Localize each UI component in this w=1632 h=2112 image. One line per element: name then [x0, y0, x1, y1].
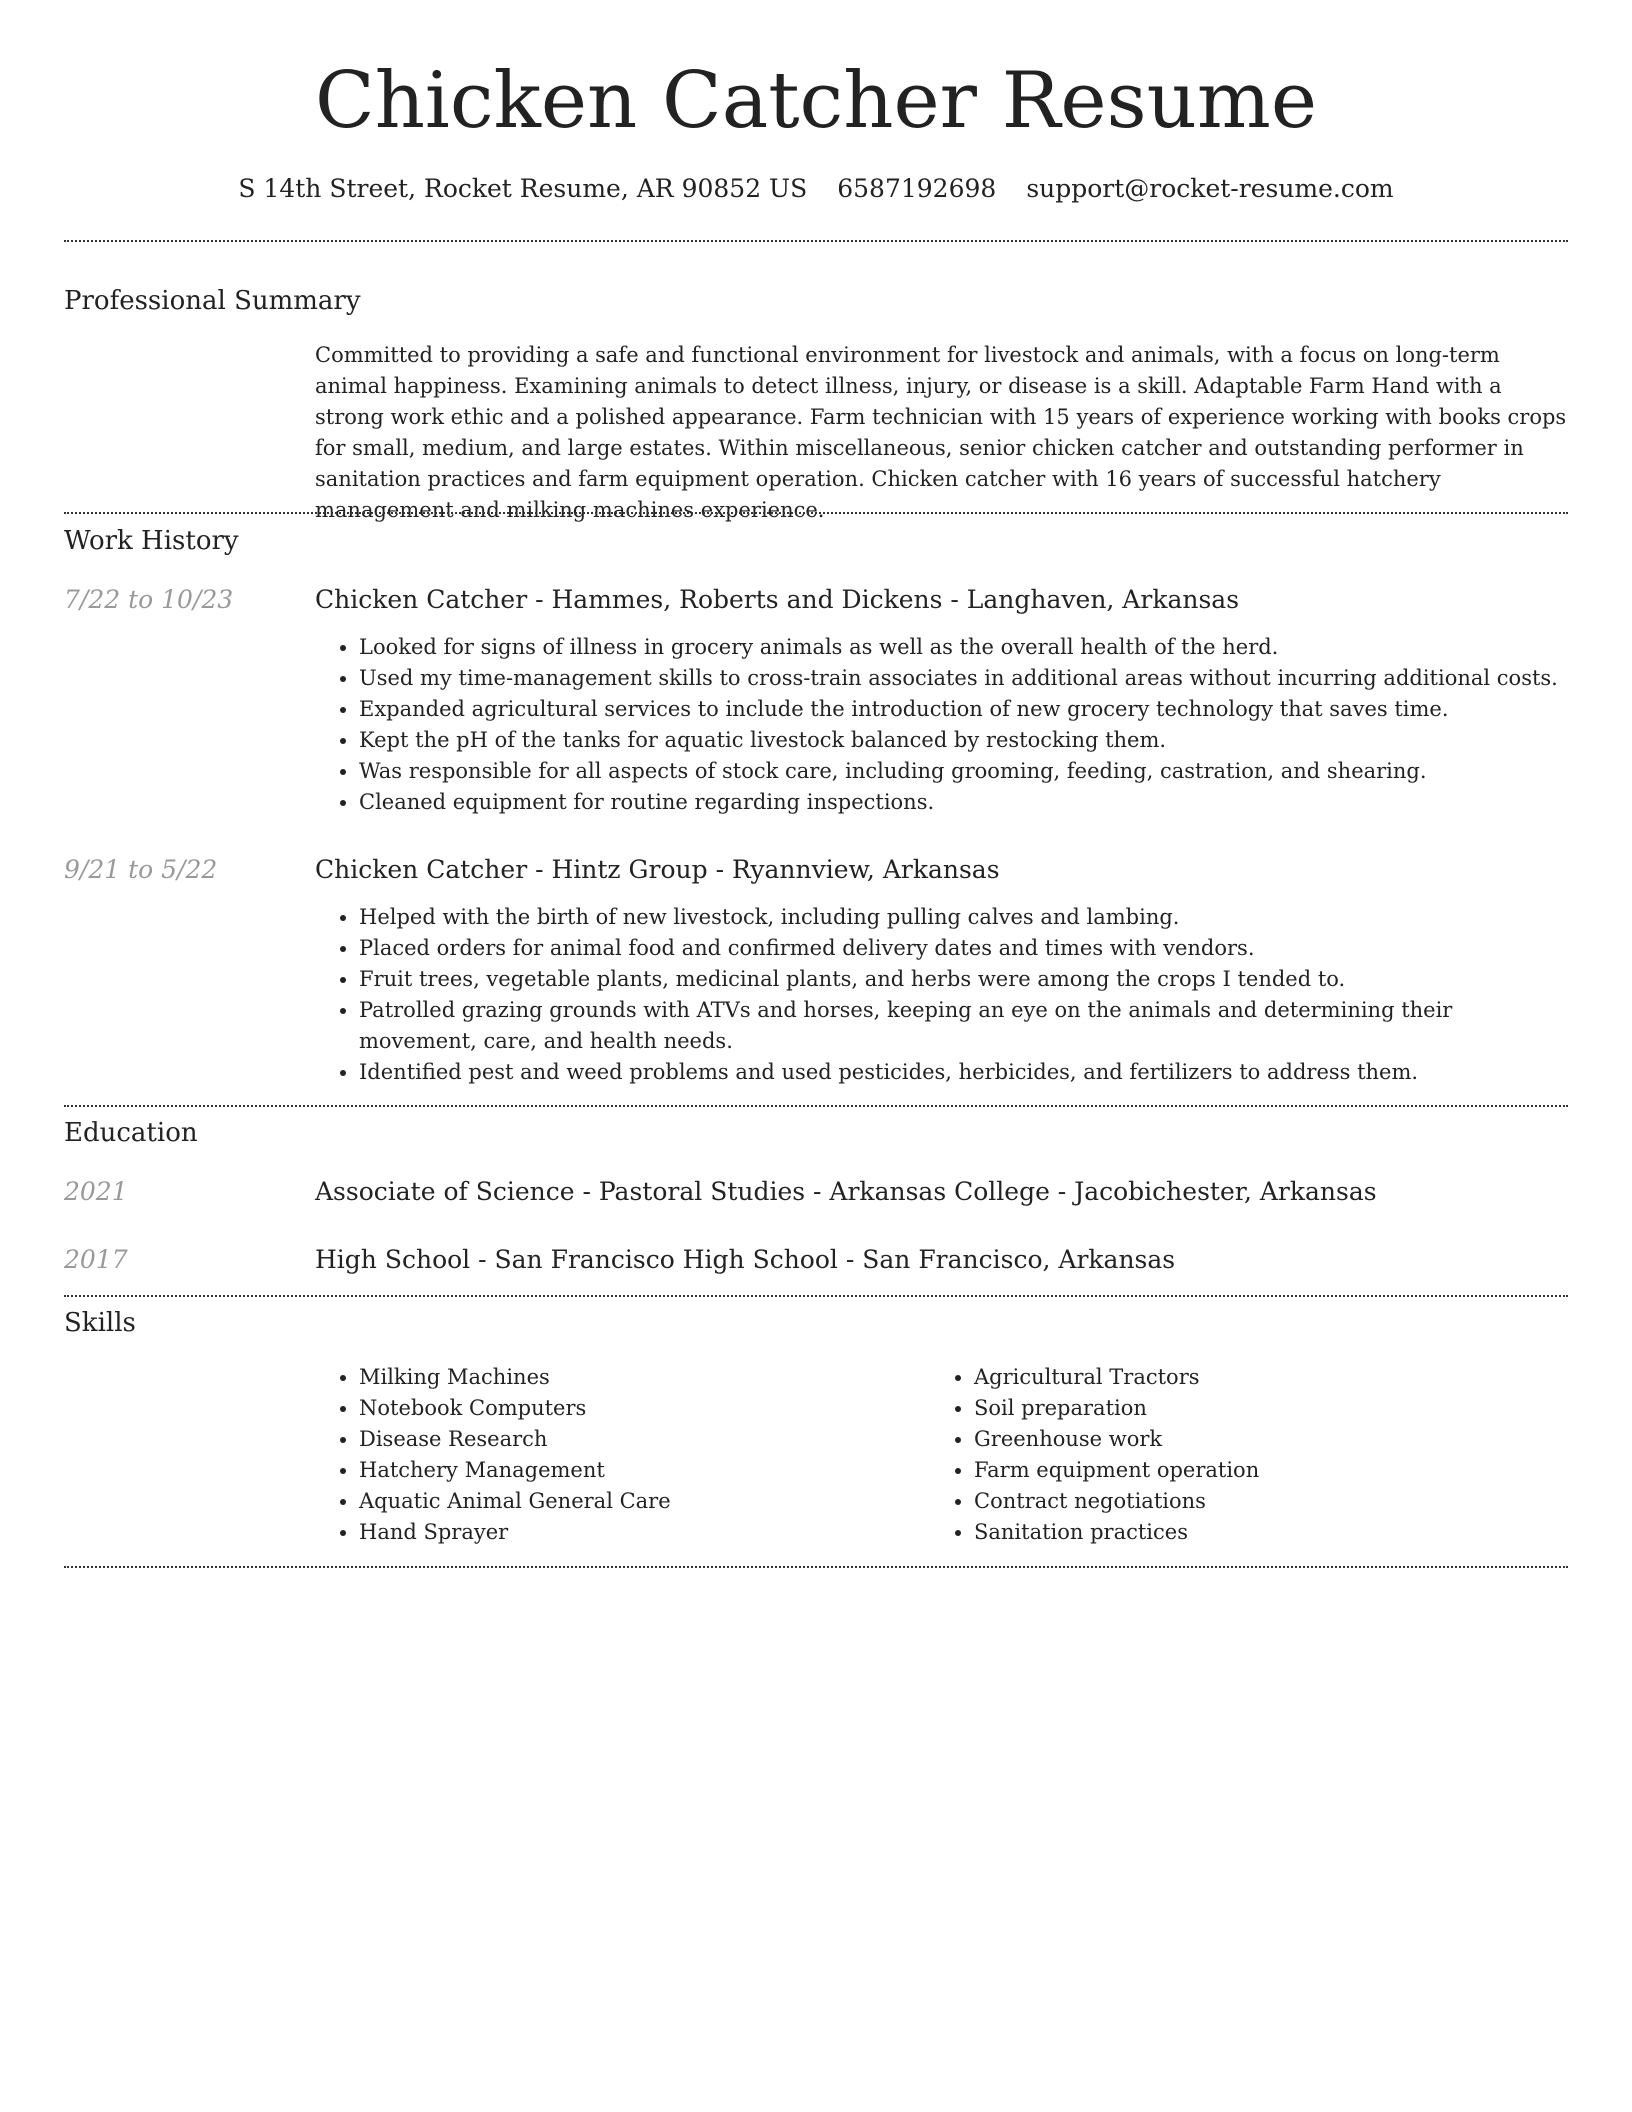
skills-list-right: [930, 1362, 1530, 1548]
skill-item: • Greenhouse work: [974, 1424, 1530, 1455]
skill-item: • Agricultural Tractors: [974, 1362, 1530, 1393]
summary-heading: Professional Summary: [64, 286, 361, 316]
skill-item: • Soil preparation: [974, 1393, 1530, 1424]
job-bullet: • Fruit trees, vegetable plants, medicinal plants, and herbs were among the crops I tended to.: [359, 964, 1568, 995]
summary-text: Committed to providing a safe and functional environment for livestock and animals, with a focus on long-term animal happiness. Examining animals to detect illness, injury, or disease is a skill. Adaptable Farm Hand with a strong work ethic and a polished appearance. Farm technician with 15 years of experience working with books crops for small, medium, and large estates. Within miscellaneous, senior chicken catcher and outstanding performer in sanitation practices and farm equipment operation. Chicken catcher with 16 years of successful hatchery management and milking machines experience.: [315, 343, 1567, 522]
education-divider: [64, 1295, 1568, 1297]
skill-item: • Disease Research: [359, 1424, 915, 1455]
skill-item: • Contract negotiations: [974, 1486, 1530, 1517]
job-title: Chicken Catcher - Hintz Group - Ryannview, Arkansas: [315, 855, 1000, 884]
job-title: Chicken Catcher - Hammes, Roberts and Dickens - Langhaven, Arkansas: [315, 585, 1240, 614]
job-bullet: • Patrolled grazing grounds with ATVs and horses, keeping an eye on the animals and determining their movement, care, and health needs.: [359, 995, 1568, 1057]
job-bullet: • Placed orders for animal food and confirmed delivery dates and times with vendors.: [359, 933, 1568, 964]
skills-divider: [64, 1566, 1568, 1568]
skill-item: • Hand Sprayer: [359, 1517, 915, 1548]
work-divider: [64, 1105, 1568, 1107]
skill-item: • Milking Machines: [359, 1362, 915, 1393]
education-heading: Education: [64, 1118, 198, 1148]
job-bullet: • Helped with the birth of new livestock, including pulling calves and lambing.: [359, 902, 1568, 933]
education-title: Associate of Science - Pastoral Studies - Arkansas College - Jacobichester, Arkansas: [315, 1177, 1377, 1206]
job-bullet: • Expanded agricultural services to include the introduction of new grocery technology that saves time.: [359, 694, 1568, 725]
job-bullet: • Looked for signs of illness in grocery animals as well as the overall health of the herd.: [359, 632, 1568, 663]
education-year: 2021: [64, 1177, 128, 1206]
education-title: High School - San Francisco High School - San Francisco, Arkansas: [315, 1245, 1176, 1274]
job-bullet: • Cleaned equipment for routine regarding inspections.: [359, 787, 1568, 818]
contact-phone: 6587192698: [837, 174, 997, 203]
education-year: 2017: [64, 1245, 128, 1274]
contact-line: [64, 168, 1568, 210]
skills-heading: Skills: [64, 1308, 136, 1338]
job-bullet: • Kept the pH of the tanks for aquatic livestock balanced by restocking them.: [359, 725, 1568, 756]
job-bullet: • Used my time-management skills to cross-train associates in additional areas without incurring additional costs.: [359, 663, 1568, 694]
job-bullets: [315, 632, 1568, 818]
summary-divider: [64, 512, 1568, 514]
contact-address: S 14th Street, Rocket Resume, AR 90852 US: [238, 174, 808, 203]
skill-item: • Sanitation practices: [974, 1517, 1530, 1548]
header-divider: [64, 240, 1568, 242]
resume-title: Chicken Catcher Resume: [315, 56, 1317, 146]
skill-item: • Hatchery Management: [359, 1455, 915, 1486]
skill-item: • Notebook Computers: [359, 1393, 915, 1424]
job-bullets: [315, 902, 1568, 1088]
job-dates: 7/22 to 10/23: [64, 585, 234, 614]
contact-email[interactable]: support@rocket-resume.com: [1026, 174, 1394, 203]
skill-item: • Aquatic Animal General Care: [359, 1486, 915, 1517]
job-bullet: • Was responsible for all aspects of stock care, including grooming, feeding, castration, and shearing.: [359, 756, 1568, 787]
work-heading: Work History: [64, 526, 239, 556]
skill-item: • Farm equipment operation: [974, 1455, 1530, 1486]
skills-list-left: [315, 1362, 915, 1548]
job-bullet: • Identified pest and weed problems and used pesticides, herbicides, and fertilizers to address them.: [359, 1057, 1568, 1088]
job-dates: 9/21 to 5/22: [64, 855, 218, 884]
